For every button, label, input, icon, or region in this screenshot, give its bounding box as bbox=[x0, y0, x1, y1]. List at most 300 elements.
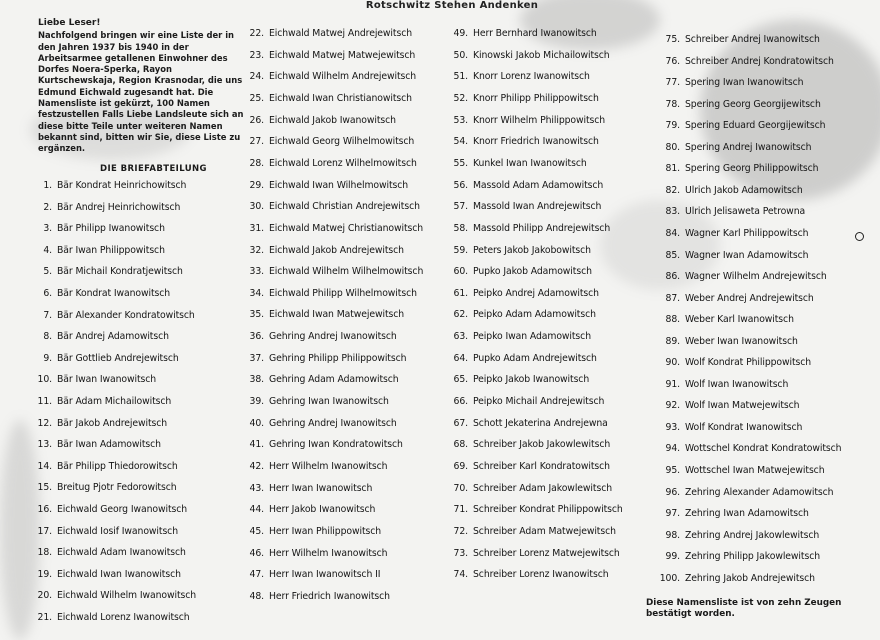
entry-number: 71. bbox=[453, 504, 468, 516]
name-list-entry bbox=[448, 439, 610, 450]
entry-number: 18. bbox=[37, 547, 52, 559]
entry-name: Wolf Iwan Iwanowitsch bbox=[685, 378, 789, 390]
entry-number: 43. bbox=[249, 482, 264, 494]
entry-number: 93. bbox=[665, 421, 680, 433]
name-list-entry bbox=[448, 266, 592, 277]
entry-number: 69. bbox=[453, 461, 468, 472]
entry-name: Schreiber Kondrat Philippowitsch bbox=[473, 504, 623, 516]
entry-number: 84. bbox=[665, 227, 680, 239]
entry-name: Eichwald Lorenz Wilhelmowitsch bbox=[269, 157, 417, 169]
name-list-entry bbox=[656, 400, 799, 411]
entry-name: Eichwald Georg Wilhelmowitsch bbox=[269, 136, 415, 148]
entry-name: Bär Iwan Iwanowitsch bbox=[57, 374, 157, 386]
name-list-entry bbox=[656, 357, 811, 368]
name-list-entry bbox=[244, 569, 380, 580]
entry-name: Peipko Andrej Adamowitsch bbox=[473, 287, 599, 299]
entry-name: Knorr Philipp Philippowitsch bbox=[473, 92, 599, 104]
entry-number: 57. bbox=[453, 201, 468, 213]
entry-number: 63. bbox=[453, 331, 468, 343]
name-list-entry bbox=[244, 28, 412, 39]
name-list-entry bbox=[656, 422, 802, 433]
name-list-entry bbox=[244, 180, 408, 191]
entry-name: Zehring Iwan Adamowitsch bbox=[685, 508, 809, 520]
entry-name: Wolf Kondrat Philippowitsch bbox=[685, 357, 812, 369]
entry-name: Bär Gottlieb Andrejewitsch bbox=[57, 352, 179, 364]
name-list-entry bbox=[34, 569, 181, 580]
entry-name: Bär Adam Michailowitsch bbox=[57, 396, 172, 407]
entry-number: 77. bbox=[665, 77, 680, 89]
name-list-entry bbox=[656, 465, 825, 476]
entry-name: Gehring Andrej Iwanowitsch bbox=[269, 331, 397, 343]
entry-number: 11. bbox=[37, 396, 52, 407]
entry-name: Herr Friedrich Iwanowitsch bbox=[269, 590, 390, 602]
name-list-entry bbox=[34, 288, 170, 299]
name-list-entry bbox=[34, 590, 196, 601]
entry-number: 90. bbox=[665, 357, 680, 369]
entry-name: Spering Iwan Iwanowitsch bbox=[685, 77, 804, 89]
entry-number: 4. bbox=[43, 244, 52, 256]
entry-number: 33. bbox=[249, 266, 264, 278]
entry-name: Gehring Iwan Iwanowitsch bbox=[269, 396, 389, 408]
entry-name: Pupko Adam Andrejewitsch bbox=[473, 352, 597, 364]
entry-name: Eichwald Christian Andrejewitsch bbox=[269, 201, 420, 213]
entry-number: 50. bbox=[453, 49, 468, 61]
name-list-entry bbox=[244, 353, 406, 364]
name-list-entry bbox=[34, 461, 178, 472]
name-list-entry bbox=[244, 331, 397, 342]
entry-number: 3. bbox=[43, 223, 52, 235]
name-list-entry bbox=[244, 158, 417, 169]
entry-name: Spering Georg Philippowitsch bbox=[685, 163, 819, 175]
entry-name: Knorr Friedrich Iwanowitsch bbox=[473, 136, 599, 148]
entry-name: Gehring Iwan Kondratowitsch bbox=[269, 439, 403, 451]
name-list-entry bbox=[244, 374, 399, 385]
name-list-entry bbox=[656, 443, 841, 454]
entry-name: Eichwald Lorenz Iwanowitsch bbox=[57, 612, 190, 623]
entry-name: Wagner Wilhelm Andrejewitsch bbox=[685, 271, 827, 283]
name-list-entry bbox=[244, 309, 404, 320]
entry-number: 14. bbox=[37, 460, 52, 472]
entry-number: 22. bbox=[249, 28, 264, 39]
entry-number: 38. bbox=[249, 374, 264, 386]
entry-number: 80. bbox=[665, 141, 680, 153]
name-list-entry bbox=[448, 461, 610, 472]
entry-number: 95. bbox=[665, 465, 680, 476]
entry-name: Zehring Philipp Jakowlewitsch bbox=[685, 551, 821, 563]
name-list-entry bbox=[34, 223, 165, 234]
entry-name: Breitug Pjotr Fedorowitsch bbox=[57, 482, 177, 494]
name-list-entry bbox=[448, 28, 597, 39]
entry-number: 35. bbox=[249, 309, 264, 321]
entry-number: 5. bbox=[43, 266, 52, 278]
name-list-entry bbox=[34, 180, 186, 191]
entry-number: 24. bbox=[249, 71, 264, 83]
entry-name: Eichwald Wilhelm Wilhelmowitsch bbox=[269, 266, 424, 278]
entry-number: 62. bbox=[453, 309, 468, 321]
entry-number: 60. bbox=[453, 266, 468, 278]
name-list-entry bbox=[656, 293, 814, 304]
name-list-entry bbox=[34, 374, 156, 385]
name-list-entry bbox=[656, 314, 794, 325]
entry-name: Wagner Karl Philippowitsch bbox=[685, 227, 809, 239]
name-list-entry bbox=[244, 71, 416, 82]
entry-name: Zehring Jakob Andrejewitsch bbox=[685, 572, 815, 584]
entry-name: Spering Andrej Iwanowitsch bbox=[685, 141, 812, 153]
entry-number: 12. bbox=[37, 417, 52, 429]
entry-name: Spering Eduard Georgijewitsch bbox=[685, 120, 826, 132]
entry-number: 64. bbox=[453, 352, 468, 364]
entry-name: Herr Iwan Philippowitsch bbox=[269, 525, 382, 537]
name-list-entry bbox=[448, 180, 603, 191]
entry-name: Eichwald Wilhelm Iwanowitsch bbox=[57, 590, 197, 602]
entry-number: 39. bbox=[249, 396, 264, 408]
entry-number: 53. bbox=[453, 114, 468, 126]
entry-number: 83. bbox=[665, 206, 680, 218]
entry-name: Eichwald Iwan Iwanowitsch bbox=[57, 568, 181, 580]
name-list-entry bbox=[244, 396, 389, 407]
entry-name: Eichwald Philipp Wilhelmowitsch bbox=[269, 287, 417, 299]
entry-name: Herr Iwan Iwanowitsch bbox=[269, 482, 373, 494]
entry-number: 59. bbox=[453, 244, 468, 256]
entry-name: Schott Jekaterina Andrejewna bbox=[473, 417, 608, 429]
name-list-entry bbox=[448, 50, 610, 61]
name-list-entry bbox=[34, 331, 169, 342]
name-list-entry bbox=[448, 331, 591, 342]
entry-number: 10. bbox=[37, 374, 52, 386]
entry-name: Kinowski Jakob Michailowitsch bbox=[473, 49, 610, 61]
entry-number: 13. bbox=[37, 439, 52, 451]
entry-number: 29. bbox=[249, 179, 264, 191]
entry-number: 15. bbox=[37, 482, 52, 494]
entry-name: Schreiber Lorenz Iwanowitsch bbox=[473, 569, 609, 581]
name-list-entry bbox=[34, 418, 167, 429]
entry-name: Eichwald Wilhelm Andrejewitsch bbox=[269, 71, 417, 83]
entry-number: 89. bbox=[665, 335, 680, 347]
entry-name: Zehring Alexander Adamowitsch bbox=[685, 486, 834, 498]
entry-name: Bär Iwan Adamowitsch bbox=[57, 439, 161, 451]
entry-number: 25. bbox=[249, 92, 264, 104]
name-list-entry bbox=[656, 56, 834, 67]
name-list-entry bbox=[34, 504, 187, 515]
entry-name: Schreiber Andrej Kondratowitsch bbox=[685, 55, 834, 67]
entry-name: Ulrich Jelisaweta Petrowna bbox=[685, 206, 806, 218]
name-list-entry bbox=[244, 136, 414, 147]
entry-number: 88. bbox=[665, 314, 680, 326]
name-list-entry bbox=[656, 142, 811, 153]
entry-name: Eichwald Iwan Matwejewitsch bbox=[269, 309, 405, 321]
entry-number: 16. bbox=[37, 504, 52, 515]
entry-number: 98. bbox=[665, 529, 680, 541]
entry-number: 91. bbox=[665, 378, 680, 390]
entry-name: Knorr Lorenz Iwanowitsch bbox=[473, 71, 590, 83]
name-list-entry bbox=[34, 245, 165, 256]
entry-name: Ulrich Jakob Adamowitsch bbox=[685, 184, 803, 196]
entry-number: 34. bbox=[249, 287, 264, 299]
entry-number: 17. bbox=[37, 525, 52, 537]
entry-name: Wottschel Kondrat Kondratowitsch bbox=[685, 443, 842, 455]
entry-number: 46. bbox=[249, 547, 264, 559]
name-list-entry bbox=[656, 573, 815, 584]
entry-name: Wottschel Iwan Matwejewitsch bbox=[685, 465, 825, 476]
entry-name: Gehring Philipp Philippowitsch bbox=[269, 352, 407, 364]
entry-name: Schreiber Lorenz Matwejewitsch bbox=[473, 547, 620, 559]
name-list-entry bbox=[34, 526, 178, 537]
name-list-entry bbox=[244, 483, 372, 494]
entry-number: 97. bbox=[665, 508, 680, 520]
entry-number: 32. bbox=[249, 244, 264, 256]
name-list-entry bbox=[448, 418, 608, 429]
entry-number: 26. bbox=[249, 114, 264, 126]
entry-name: Bär Alexander Kondratowitsch bbox=[57, 309, 195, 321]
name-list-entry bbox=[656, 530, 819, 541]
name-list-entry bbox=[656, 250, 808, 261]
footer-witness-note: Diese Namensliste ist von zehn Zeugen bestätigt worden. bbox=[646, 598, 842, 619]
entry-name: Eichwald Matwej Matwejewitsch bbox=[269, 49, 416, 61]
entry-number: 92. bbox=[665, 400, 680, 412]
name-list-entry bbox=[656, 185, 803, 196]
name-list-entry bbox=[656, 206, 805, 217]
entry-number: 75. bbox=[665, 34, 680, 45]
entry-name: Spering Georg Georgijewitsch bbox=[685, 98, 821, 110]
name-list-entry bbox=[448, 374, 589, 385]
entry-name: Massold Philipp Andrejewitsch bbox=[473, 222, 611, 234]
name-list-entry bbox=[448, 158, 587, 169]
entry-number: 51. bbox=[453, 71, 468, 83]
name-list-entry bbox=[448, 504, 623, 515]
entry-name: Pupko Jakob Adamowitsch bbox=[473, 266, 592, 278]
entry-name: Kunkel Iwan Iwanowitsch bbox=[473, 157, 587, 169]
name-list-entry bbox=[244, 461, 387, 472]
entry-number: 81. bbox=[665, 163, 680, 175]
entry-name: Gehring Andrej Iwanowitsch bbox=[269, 417, 397, 429]
entry-name: Eichwald Matwej Christianowitsch bbox=[269, 222, 424, 234]
entry-number: 49. bbox=[453, 28, 468, 39]
entry-name: Schreiber Jakob Jakowlewitsch bbox=[473, 439, 611, 451]
entry-number: 76. bbox=[665, 55, 680, 67]
name-list-entry bbox=[244, 115, 396, 126]
name-list-entry bbox=[34, 310, 195, 321]
entry-name: Peipko Jakob Iwanowitsch bbox=[473, 374, 590, 386]
intro-paragraph bbox=[38, 18, 250, 155]
name-list-entry bbox=[244, 93, 412, 104]
entry-number: 1. bbox=[43, 180, 52, 191]
entry-number: 100. bbox=[659, 572, 680, 584]
name-list-entry bbox=[656, 120, 825, 131]
entry-name: Bär Iwan Philippowitsch bbox=[57, 244, 165, 256]
name-list-entry bbox=[34, 396, 171, 407]
entry-name: Peipko Adam Adamowitsch bbox=[473, 309, 596, 321]
entry-number: 66. bbox=[453, 396, 468, 408]
entry-name: Schreiber Andrej Iwanowitsch bbox=[685, 34, 820, 45]
name-list-entry bbox=[656, 487, 833, 498]
name-list-entry bbox=[448, 569, 609, 580]
entry-number: 30. bbox=[249, 201, 264, 213]
entry-name: Schreiber Adam Matwejewitsch bbox=[473, 525, 616, 537]
entry-name: Bär Philipp Iwanowitsch bbox=[57, 223, 165, 235]
name-list-entry bbox=[448, 71, 590, 82]
name-list-entry bbox=[448, 309, 596, 320]
entry-number: 74. bbox=[453, 569, 468, 581]
entry-name: Gehring Adam Adamowitsch bbox=[269, 374, 399, 386]
name-list-entry bbox=[656, 77, 803, 88]
name-list-entry bbox=[656, 271, 827, 282]
name-list-entry bbox=[656, 551, 820, 562]
entry-number: 79. bbox=[665, 120, 680, 132]
entry-name: Bär Kondrat Iwanowitsch bbox=[57, 288, 171, 299]
entry-number: 2. bbox=[43, 201, 52, 213]
intro-greeting: Liebe Leser! bbox=[38, 18, 101, 28]
entry-name: Herr Jakob Iwanowitsch bbox=[269, 504, 376, 516]
entry-number: 72. bbox=[453, 525, 468, 537]
name-list-entry bbox=[34, 547, 186, 558]
entry-name: Massold Adam Adamowitsch bbox=[473, 179, 604, 191]
entry-number: 31. bbox=[249, 222, 264, 234]
name-list-entry bbox=[656, 336, 798, 347]
entry-number: 45. bbox=[249, 525, 264, 537]
entry-name: Herr Wilhelm Iwanowitsch bbox=[269, 547, 388, 559]
entry-name: Wagner Iwan Adamowitsch bbox=[685, 249, 809, 261]
name-list-entry bbox=[448, 526, 616, 537]
entry-number: 21. bbox=[37, 612, 52, 623]
entry-number: 73. bbox=[453, 547, 468, 559]
entry-number: 99. bbox=[665, 551, 680, 563]
intro-body: Nachfolgend bringen wir eine Liste der in den Jahren 1937 bis 1940 in der Arbeitsarmee getallenen Einwohner des Dorfes Noera-Sperka, Rayon Kurtschewskaja, Region Krasnodar, die uns Edmund Eichwald zugesandt hat. Die Namensliste ist gekürzt, 100 Namen festzustellen Falls Liebe Landsleute sich an diese bitte Teile unter weiteren Namen bekannt sind, bitten wir Sie, diese Liste zu ergänzen. bbox=[38, 30, 244, 154]
entry-number: 47. bbox=[249, 569, 264, 581]
entry-name: Bär Andrej Adamowitsch bbox=[57, 331, 169, 343]
entry-number: 27. bbox=[249, 136, 264, 148]
name-list-entry bbox=[448, 136, 599, 147]
name-list-entry bbox=[244, 418, 397, 429]
entry-name: Schreiber Adam Jakowlewitsch bbox=[473, 482, 612, 494]
name-list-entry bbox=[34, 266, 183, 277]
entry-number: 70. bbox=[453, 482, 468, 494]
entry-number: 44. bbox=[249, 504, 264, 516]
entry-number: 87. bbox=[665, 292, 680, 304]
entry-name: Massold Iwan Andrejewitsch bbox=[473, 201, 602, 213]
entry-name: Bär Michail Kondratjewitsch bbox=[57, 266, 183, 278]
entry-number: 82. bbox=[665, 184, 680, 196]
entry-number: 48. bbox=[249, 590, 264, 602]
entry-number: 6. bbox=[43, 288, 52, 299]
entry-name: Peipko Iwan Adamowitsch bbox=[473, 331, 591, 343]
name-list-entry bbox=[656, 99, 821, 110]
entry-name: Herr Iwan Iwanowitsch II bbox=[269, 569, 381, 581]
document-header-title: Rotschwitz Stehen Andenken bbox=[365, 0, 539, 11]
entry-number: 96. bbox=[665, 486, 680, 498]
entry-number: 36. bbox=[249, 331, 264, 343]
entry-name: Herr Bernhard Iwanowitsch bbox=[473, 28, 597, 39]
entry-number: 78. bbox=[665, 98, 680, 110]
name-list-entry bbox=[244, 201, 420, 212]
name-list-entry bbox=[34, 202, 180, 213]
name-list-entry bbox=[448, 245, 591, 256]
entry-name: Bär Jakob Andrejewitsch bbox=[57, 417, 168, 429]
entry-number: 40. bbox=[249, 417, 264, 429]
entry-number: 28. bbox=[249, 157, 264, 169]
entry-name: Eichwald Georg Iwanowitsch bbox=[57, 504, 188, 515]
entry-number: 42. bbox=[249, 461, 264, 472]
entry-name: Eichwald Iwan Christianowitsch bbox=[269, 92, 412, 104]
entry-name: Bär Kondrat Heinrichowitsch bbox=[57, 180, 187, 191]
entry-number: 65. bbox=[453, 374, 468, 386]
margin-circle-mark bbox=[855, 232, 864, 241]
name-list-entry bbox=[448, 201, 601, 212]
name-list-entry bbox=[244, 548, 387, 559]
entry-name: Bär Andrej Heinrichowitsch bbox=[57, 201, 181, 213]
name-list-entry bbox=[34, 353, 179, 364]
entry-number: 58. bbox=[453, 222, 468, 234]
entry-name: Eichwald Matwej Andrejewitsch bbox=[269, 28, 412, 39]
entry-number: 85. bbox=[665, 249, 680, 261]
entry-number: 9. bbox=[43, 352, 52, 364]
name-list-entry bbox=[448, 288, 599, 299]
entry-name: Wolf Iwan Matwejewitsch bbox=[685, 400, 800, 412]
name-list-entry bbox=[244, 526, 381, 537]
entry-name: Peters Jakob Jakobowitsch bbox=[473, 244, 591, 256]
entry-number: 23. bbox=[249, 49, 264, 61]
entry-number: 19. bbox=[37, 568, 52, 580]
entry-number: 67. bbox=[453, 417, 468, 429]
name-list-entry bbox=[656, 508, 809, 519]
entry-number: 55. bbox=[453, 157, 468, 169]
entry-name: Weber Karl Iwanowitsch bbox=[685, 314, 794, 326]
entry-name: Eichwald Iosif Iwanowitsch bbox=[57, 525, 178, 537]
entry-name: Knorr Wilhelm Philippowitsch bbox=[473, 114, 606, 126]
entry-name: Weber Iwan Iwanowitsch bbox=[685, 335, 798, 347]
name-list-entry bbox=[448, 396, 604, 407]
entry-name: Eichwald Adam Iwanowitsch bbox=[57, 547, 186, 559]
entry-name: Zehring Andrej Jakowlewitsch bbox=[685, 529, 820, 541]
entry-number: 86. bbox=[665, 271, 680, 283]
name-list-entry bbox=[244, 223, 423, 234]
entry-number: 61. bbox=[453, 287, 468, 299]
name-list-entry bbox=[448, 548, 620, 559]
entry-name: Bär Philipp Thiedorowitsch bbox=[57, 460, 178, 472]
name-list-entry bbox=[244, 266, 423, 277]
entry-number: 54. bbox=[453, 136, 468, 148]
entry-name: Eichwald Jakob Andrejewitsch bbox=[269, 244, 404, 256]
name-list-entry bbox=[244, 504, 375, 515]
name-list-entry bbox=[448, 115, 605, 126]
entry-number: 8. bbox=[43, 331, 52, 343]
name-list-entry bbox=[34, 439, 161, 450]
name-list-entry bbox=[656, 163, 818, 174]
name-list-entry bbox=[244, 288, 417, 299]
entry-name: Eichwald Jakob Iwanowitsch bbox=[269, 114, 396, 126]
entry-number: 94. bbox=[665, 443, 680, 455]
name-list-entry bbox=[244, 50, 415, 61]
name-list-entry bbox=[448, 93, 599, 104]
entry-number: 20. bbox=[37, 590, 52, 602]
name-list-entry bbox=[448, 223, 610, 234]
entry-number: 52. bbox=[453, 92, 468, 104]
entry-name: Wolf Kondrat Iwanowitsch bbox=[685, 421, 803, 433]
entry-name: Schreiber Karl Kondratowitsch bbox=[473, 461, 610, 472]
name-list-entry bbox=[448, 483, 612, 494]
name-list-entry bbox=[244, 591, 390, 602]
entry-number: 7. bbox=[43, 309, 52, 321]
entry-name: Herr Wilhelm Iwanowitsch bbox=[269, 461, 388, 472]
name-list-entry bbox=[656, 228, 808, 239]
name-list-entry bbox=[244, 245, 404, 256]
name-list-entry bbox=[34, 612, 190, 623]
entry-number: 41. bbox=[249, 439, 264, 451]
entry-number: 56. bbox=[453, 179, 468, 191]
name-list-entry bbox=[448, 353, 597, 364]
name-list-entry bbox=[656, 34, 820, 45]
name-list-entry bbox=[244, 439, 403, 450]
entry-name: Eichwald Iwan Wilhelmowitsch bbox=[269, 179, 409, 191]
